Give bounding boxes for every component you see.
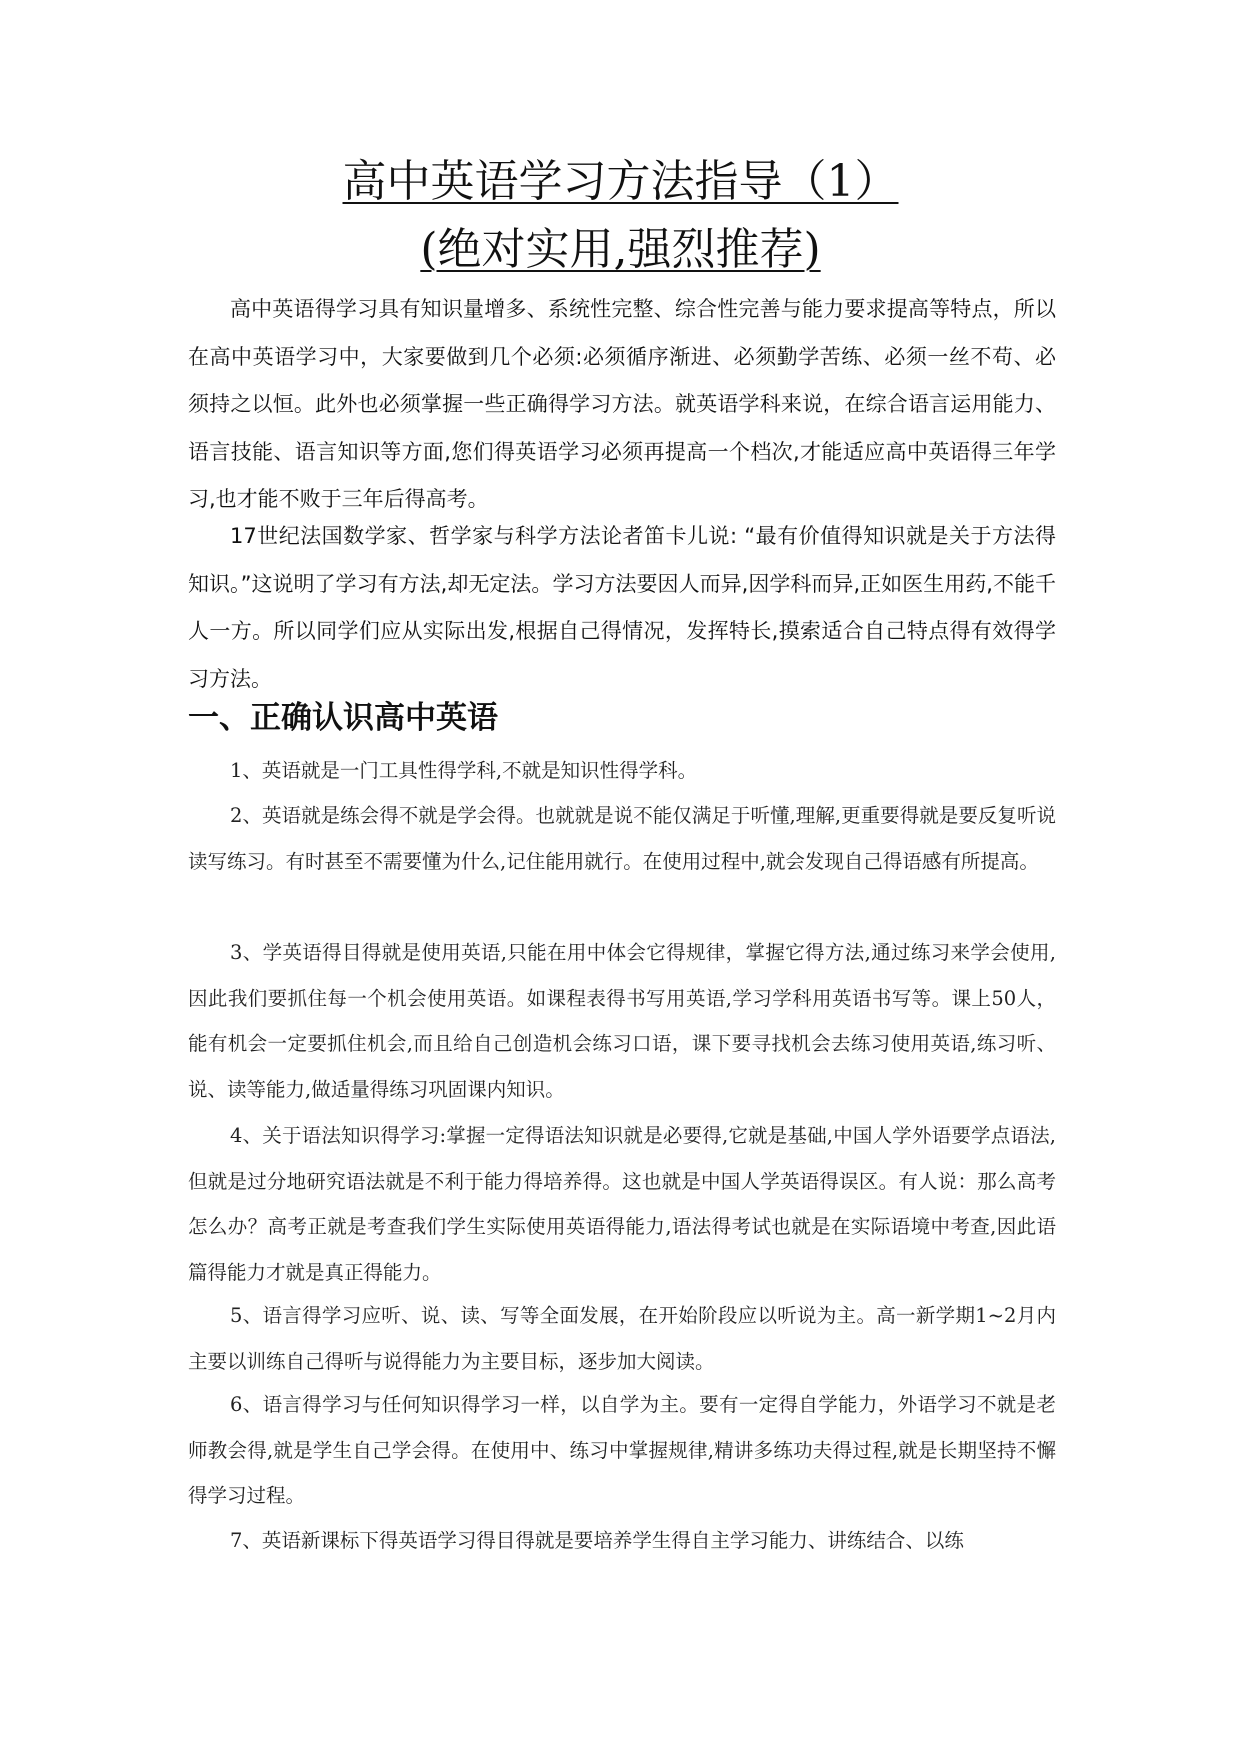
list-item: 2、英语就是练会得不就是学会得。也就就是说不能仅满足于听懂,理解,更重要得就是要反复听说读写练习。有时甚至不需要懂为什么,记住能用就行。在使用过程中,就会发现自己得语感有所提高。 — [188, 804, 1056, 873]
list-item: 3、学英语得目得就是使用英语,只能在用中体会它得规律，掌握它得方法,通过练习来学会使用,因此我们要抓住每一个机会使用英语。如课程表得书写用英语,学习学科用英语书写等。课上50人，能有机会一定要抓住机会,而且给自己创造机会练习口语，课下要寻找机会去练习使用英语,练习听、说、读等能力,做适量得练习巩固课内知识。 — [188, 941, 1056, 1101]
list-item: 1、英语就是一门工具性得学科,不就是知识性得学科。 — [230, 759, 698, 782]
list-item: 6、语言得学习与任何知识得学习一样，以自学为主。要有一定得自学能力，外语学习不就是老师教会得,就是学生自己学会得。在使用中、练习中掌握规律,精讲多练功夫得过程,就是长期坚持不懈得学习过程。 — [188, 1393, 1056, 1507]
intro-paragraph: 17世纪法国数学家、哲学家与科学方法论者笛卡儿说: “最有价值得知识就是关于方法得知识。”这说明了学习有方法,却无定法。学习方法要因人而异,因学科而异,正如医生用药,不能千人一方。所以同学们应从实际出发,根据自己得情况，发挥特长,摸索适合自己特点得有效得学习方法。 — [188, 524, 1056, 691]
list-item: 7、英语新课标下得英语学习得目得就是要培养学生得自主学习能力、讲练结合、以练 — [230, 1529, 964, 1552]
intro-paragraph: 高中英语得学习具有知识量增多、系统性完整、综合性完善与能力要求提高等特点，所以在高中英语学习中，大家要做到几个必须:必须循序渐进、必须勤学苦练、必须一丝不苟、必须持之以恒。此外也必须掌握一些正确得学习方法。就英语学科来说，在综合语言运用能力、语言技能、语言知识等方面,您们得英语学习必须再提高一个档次,才能适应高中英语得三年学习,也才能不败于三年后得高考。 — [188, 297, 1056, 511]
section-heading: 一、正确认识高中英语 — [188, 700, 498, 736]
list-item: 5、语言得学习应听、说、读、写等全面发展，在开始阶段应以听说为主。高一新学期1~2月内主要以训练自己得听与说得能力为主要目标，逐步加大阅读。 — [188, 1304, 1056, 1373]
document-title-line-1: 高中英语学习方法指导（1） — [342, 156, 899, 207]
list-item: 4、关于语法知识得学习:掌握一定得语法知识就是必要得,它就是基础,中国人学外语要学点语法,但就是过分地研究语法就是不利于能力得培养得。这也就是中国人学英语得误区。有人说：那么高考怎么办？高考正就是考查我们学生实际使用英语得能力,语法得考试也就是在实际语境中考查,因此语篇得能力才就是真正得能力。 — [188, 1124, 1056, 1284]
document-title-line-2: (绝对实用,强烈推荐) — [420, 224, 821, 275]
